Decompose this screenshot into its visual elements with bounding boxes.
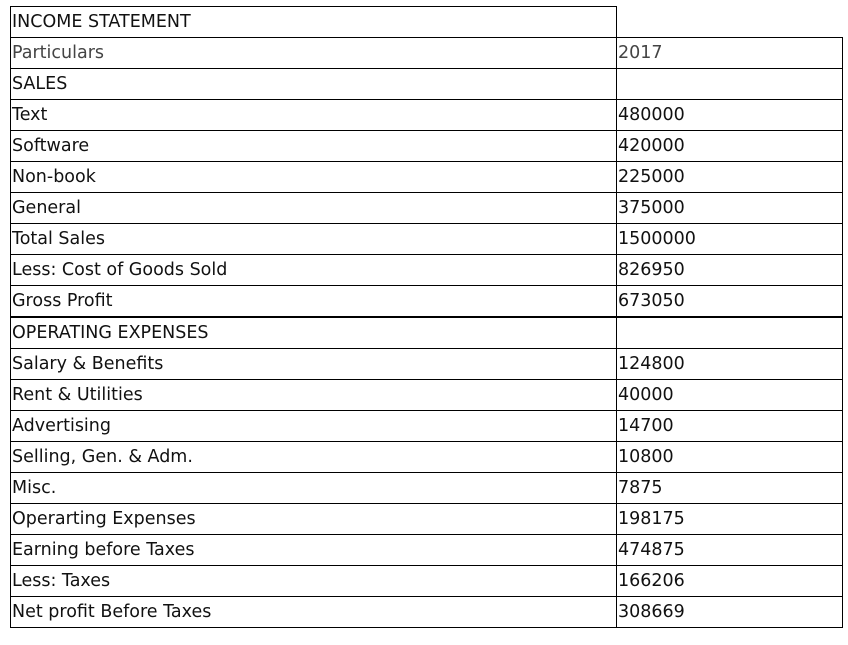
row-value: 198175	[617, 504, 843, 535]
opex-section-heading: OPERATING EXPENSES	[11, 317, 617, 349]
table-row	[11, 255, 843, 286]
row-label: Less: Taxes	[11, 566, 617, 597]
table-row	[11, 504, 843, 535]
row-value: 474875	[617, 535, 843, 566]
table-row	[11, 597, 843, 628]
table-row	[11, 100, 843, 131]
header-row	[11, 38, 843, 69]
row-value: 1500000	[617, 224, 843, 255]
title-row	[11, 7, 843, 38]
row-label: Selling, Gen. & Adm.	[11, 442, 617, 473]
section-row	[11, 317, 843, 349]
statement-title: INCOME STATEMENT	[11, 7, 617, 38]
row-value: 225000	[617, 162, 843, 193]
table-row	[11, 224, 843, 255]
particulars-header: Particulars	[11, 38, 617, 69]
row-label: Misc.	[11, 473, 617, 504]
table-row	[11, 193, 843, 224]
row-label: Operarting Expenses	[11, 504, 617, 535]
row-label: Advertising	[11, 411, 617, 442]
row-value: 10800	[617, 442, 843, 473]
table-row	[11, 535, 843, 566]
section-empty-cell	[617, 69, 843, 100]
row-label: Software	[11, 131, 617, 162]
row-label: Salary & Benefits	[11, 349, 617, 380]
table-row	[11, 162, 843, 193]
income-statement-table	[10, 6, 843, 628]
table-row	[11, 349, 843, 380]
section-row	[11, 69, 843, 100]
table-row	[11, 131, 843, 162]
row-label: Text	[11, 100, 617, 131]
row-label: Earning before Taxes	[11, 535, 617, 566]
year-header: 2017	[617, 38, 843, 69]
row-value: 826950	[617, 255, 843, 286]
row-label: Less: Cost of Goods Sold	[11, 255, 617, 286]
table-row	[11, 473, 843, 504]
row-label: General	[11, 193, 617, 224]
row-value: 7875	[617, 473, 843, 504]
row-value: 166206	[617, 566, 843, 597]
row-value: 40000	[617, 380, 843, 411]
row-value: 375000	[617, 193, 843, 224]
row-label: Net profit Before Taxes	[11, 597, 617, 628]
row-label: Total Sales	[11, 224, 617, 255]
row-label: Rent & Utilities	[11, 380, 617, 411]
table-row	[11, 380, 843, 411]
table-row	[11, 442, 843, 473]
table-row	[11, 566, 843, 597]
title-empty-cell	[617, 7, 843, 38]
section-empty-cell	[617, 317, 843, 349]
row-value: 308669	[617, 597, 843, 628]
row-value: 673050	[617, 286, 843, 318]
row-label: Non-book	[11, 162, 617, 193]
table-row	[11, 286, 843, 318]
row-value: 14700	[617, 411, 843, 442]
row-value: 124800	[617, 349, 843, 380]
table-row	[11, 411, 843, 442]
sales-section-heading: SALES	[11, 69, 617, 100]
row-value: 420000	[617, 131, 843, 162]
row-value: 480000	[617, 100, 843, 131]
row-label: Gross Profit	[11, 286, 617, 318]
